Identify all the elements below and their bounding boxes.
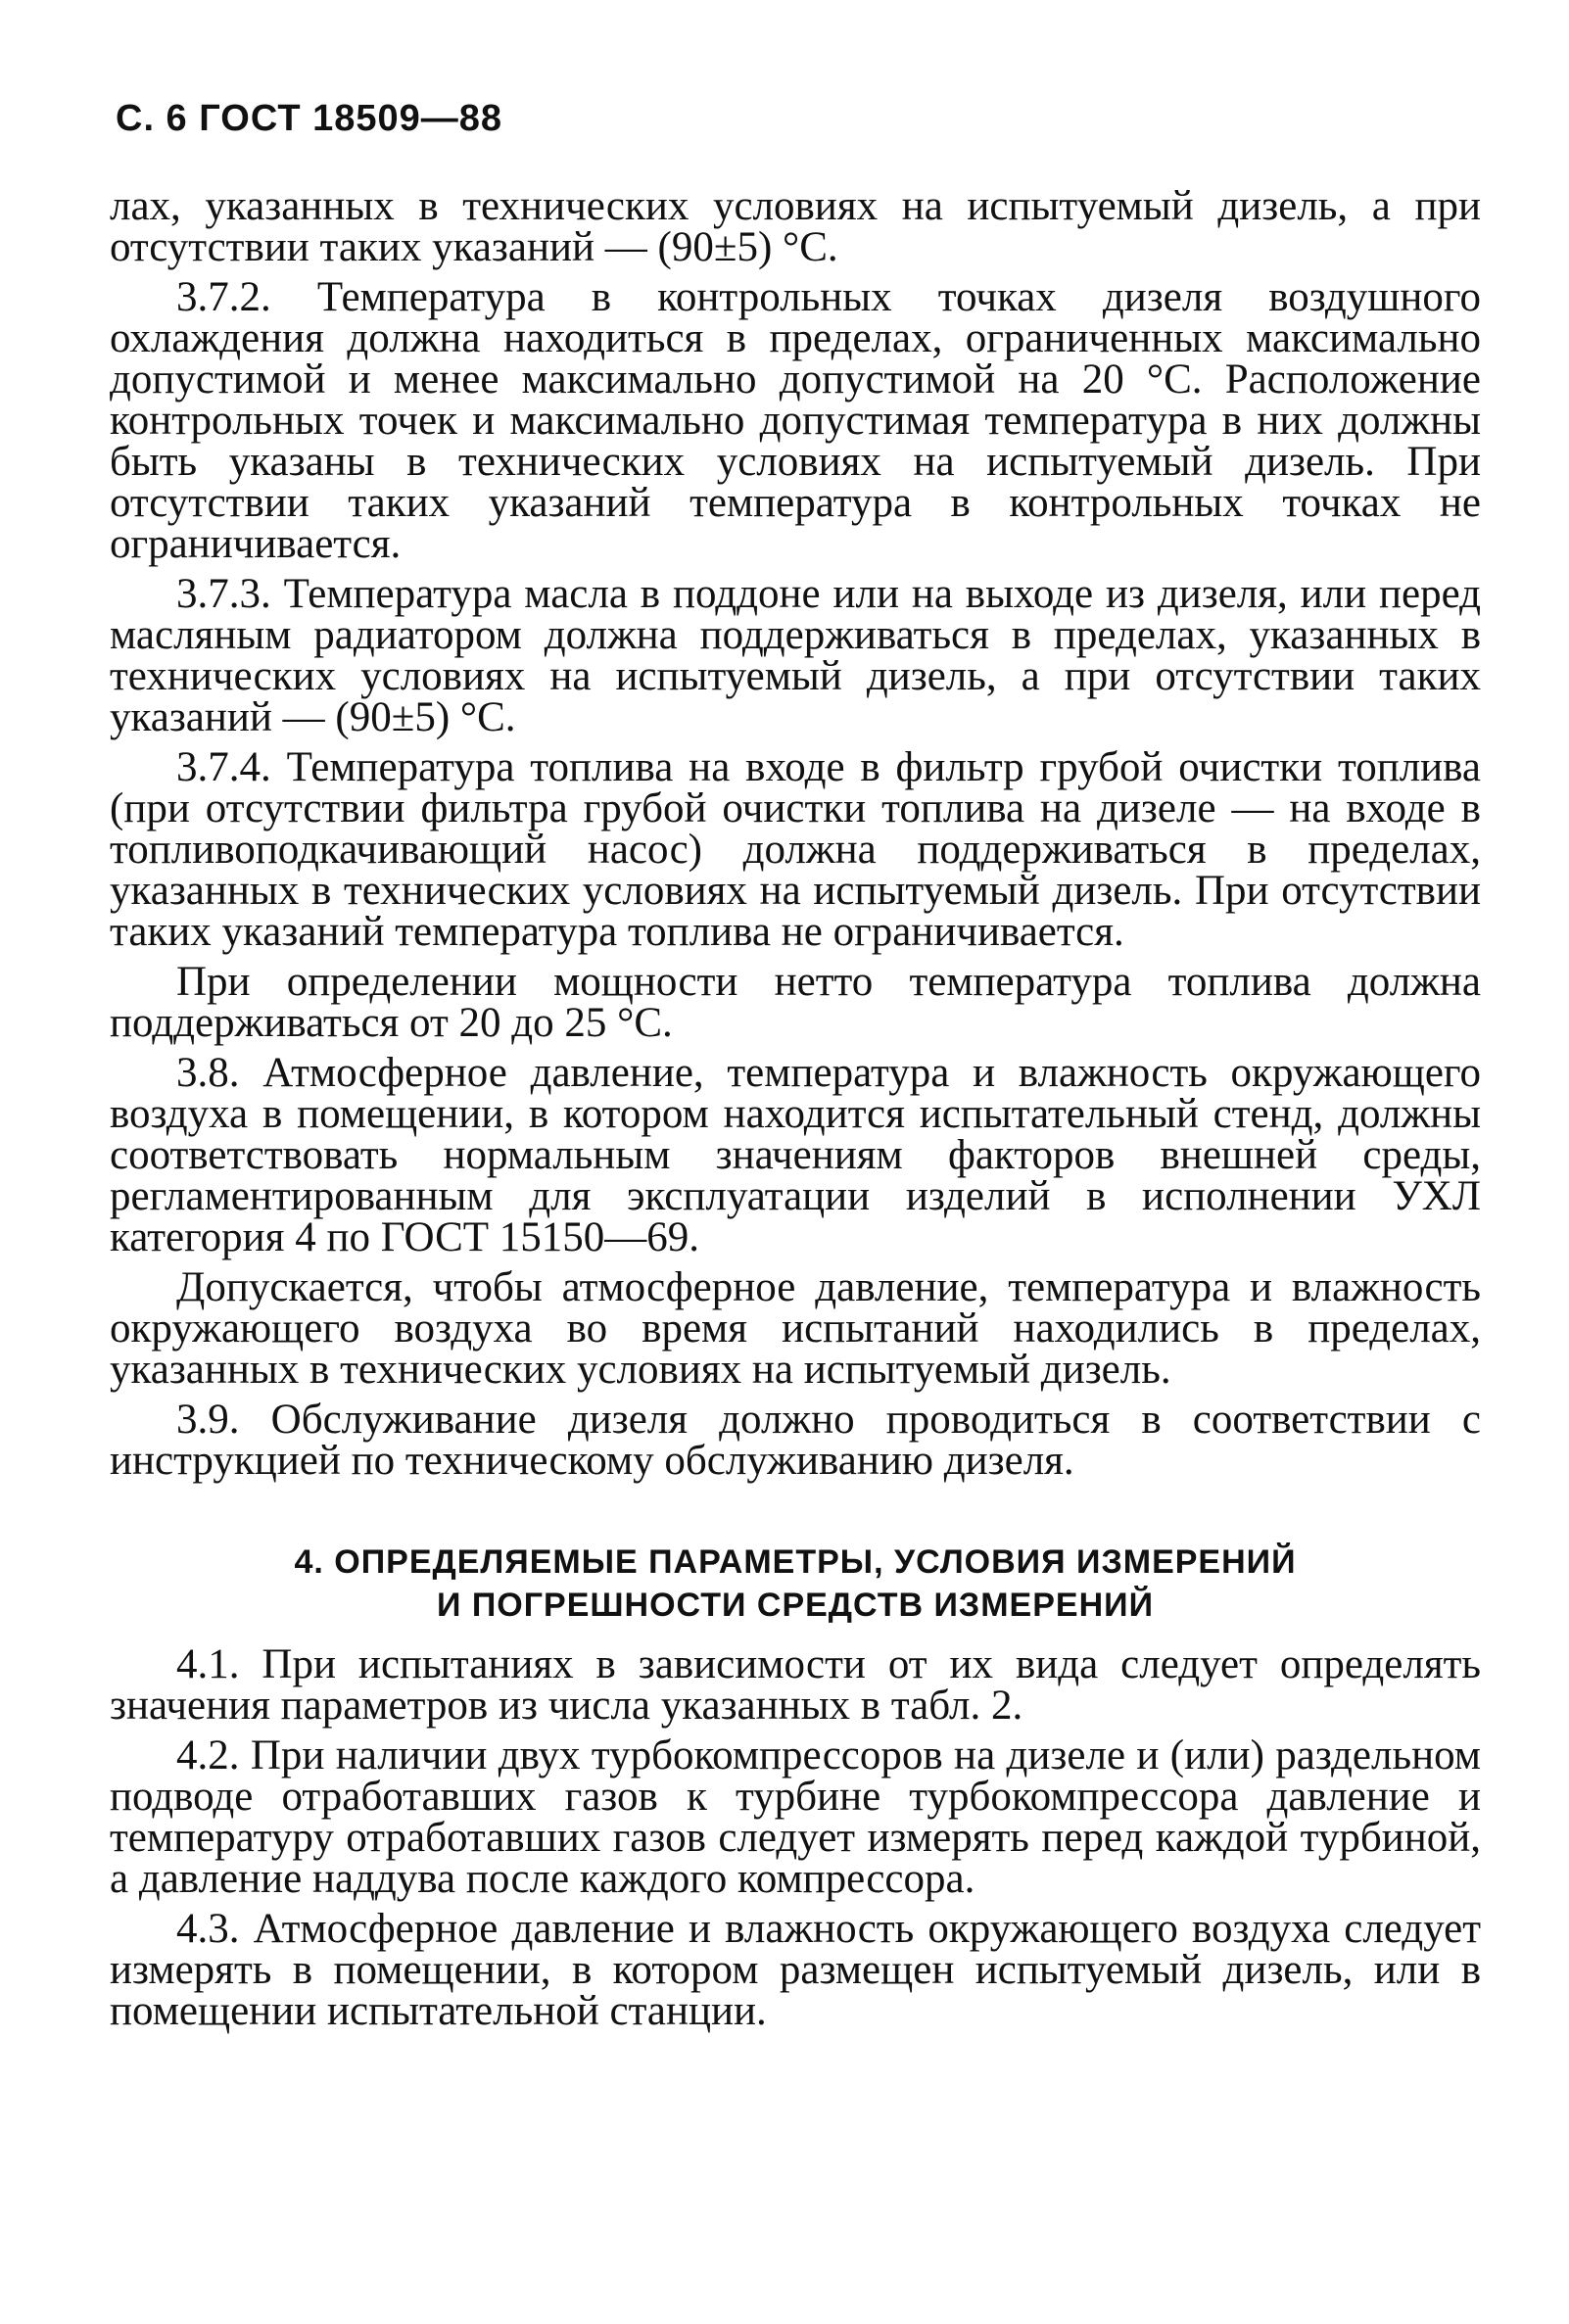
paragraph: лах, указанных в технических условиях на испытуемый дизель, а при отсутствии таких указаний — (90±5) °С. <box>110 183 1481 270</box>
section-title-line: И ПОГРЕШНОСТИ СРЕДСТВ ИЗМЕРЕНИЙ <box>436 1587 1155 1624</box>
paragraph: 3.7.4. Температура топлива на входе в фильтр грубой очистки топлива (при отсутствии фильтра грубой очистки топлива на дизеле — на входе в топливоподкачивающий насос) должна поддерживаться в пределах, указанных в технических условиях на испытуемый дизель. При отсутствии таких указаний температура топлива не ограничивается. <box>110 744 1481 955</box>
body-text <box>110 183 1481 2034</box>
page-header: С. 6 ГОСТ 18509—88 <box>116 98 503 139</box>
paragraph: 4.1. При испытаниях в зависимости от их вида следует определять значения параметров из числа указанных в табл. 2. <box>110 1641 1481 1729</box>
paragraph: 3.7.3. Температура масла в поддоне или на выходе из дизеля, или перед масляным радиатором должна поддерживаться в пределах, указанных в технических условиях на испытуемый дизель, а при отсутствии таких указаний — (90±5) °С. <box>110 571 1481 740</box>
paragraph: 3.7.2. Температура в контрольных точках дизеля воздушного охлаждения должна находиться в пределах, ограниченных максимально допустимой и менее максимально допустимой на 20 °С. Расположение контрольных точек и максимально допустимая температура в них должны быть указаны в технических условиях на испытуемый дизель. При отсутствии таких указаний температура в контрольных точках не ограничивается. <box>110 274 1481 567</box>
paragraph: 3.8. Атмосферное давление, температура и влажность окружающего воздуха в помещении, в котором находится испытательный стенд, должны соответствовать нормальным значениям факторов внешней среды, регламентированным для эксплуатации изделий в исполнении УХЛ категория 4 по ГОСТ 15150—69. <box>110 1050 1481 1260</box>
paragraph: 4.2. При наличии двух турбокомпрессоров на дизеле и (или) раздельном подводе отработавших газов к турбине турбокомпрессора давление и температуру отработавших газов следует измерять перед каждой турбиной, а давление наддува после каждого компрессора. <box>110 1732 1481 1902</box>
paragraph: При определении мощности нетто температура топлива должна поддерживаться от 20 до 25 °С. <box>110 959 1481 1046</box>
paragraph: 3.9. Обслуживание дизеля должно проводиться в соответствии с инструкцией по техническому обслуживанию дизеля. <box>110 1397 1481 1484</box>
section-title <box>110 1541 1481 1627</box>
paragraph: 4.3. Атмосферное давление и влажность окружающего воздуха следует измерять в помещении, в котором размещен испытуемый дизель, или в помещении испытательной станции. <box>110 1906 1481 2034</box>
section-title-line: 4. ОПРЕДЕЛЯЕМЫЕ ПАРАМЕТРЫ, УСЛОВИЯ ИЗМЕРЕНИЙ <box>294 1543 1297 1581</box>
paragraph: Допускается, чтобы атмосферное давление, температура и влажность окружающего воздуха во время испытаний находились в пределах, указанных в технических условиях на испытуемый дизель. <box>110 1264 1481 1393</box>
